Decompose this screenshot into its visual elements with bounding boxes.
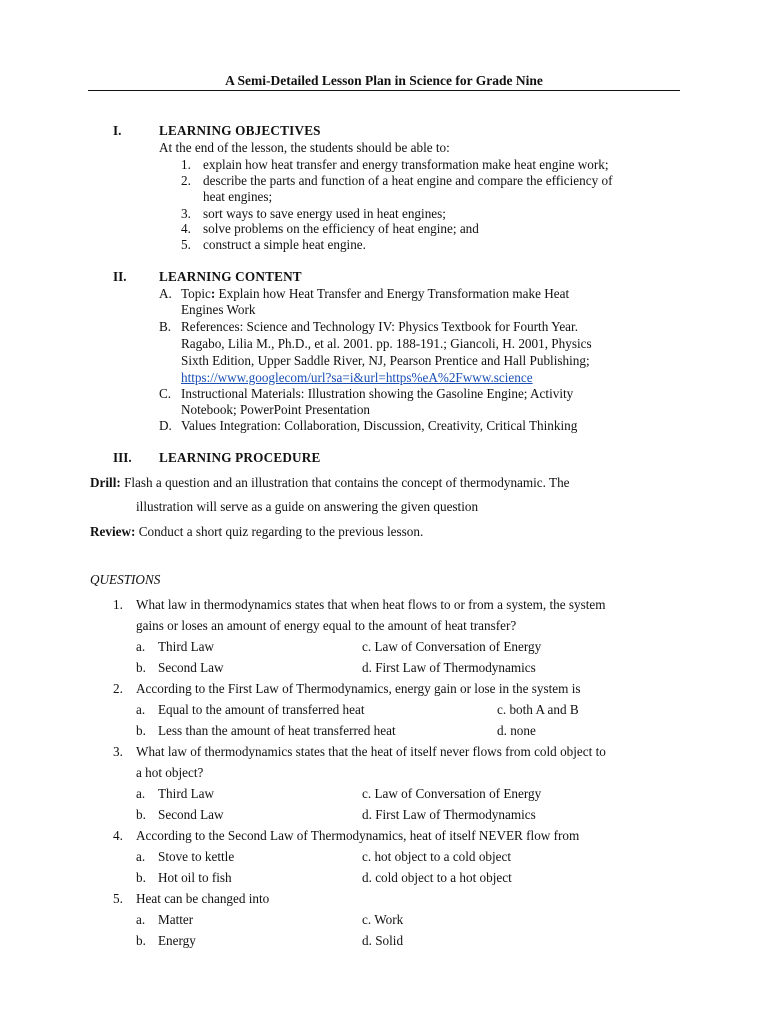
q3-choice-a: Third Law xyxy=(158,786,215,801)
question-3-text-cont: a hot object? xyxy=(136,765,204,780)
content-c-marker: C. xyxy=(159,386,172,401)
title-rule xyxy=(88,90,680,91)
review-label: Review: xyxy=(90,524,136,539)
q1-choice-b-marker: b. xyxy=(136,660,146,675)
section-3-title: LEARNING PROCEDURE xyxy=(159,450,321,465)
q5-choice-d: d. Solid xyxy=(362,933,404,948)
objective-2-text-cont: heat engines; xyxy=(203,189,273,204)
content-d-line-1: Values Integration: Collaboration, Discussion, Creativity, Critical Thinking xyxy=(181,418,578,433)
q2-choice-b: Less than the amount of heat transferred heat xyxy=(158,723,396,738)
q1-choice-a: Third Law xyxy=(158,639,215,654)
q5-choice-b: Energy xyxy=(158,933,196,948)
content-c-line-1: Instructional Materials: Illustration showing the Gasoline Engine; Activity xyxy=(181,386,574,401)
content-b-line-2: Ragabo, Lilia M., Ph.D., et al. 2001. pp. 188-191.; Giancoli, H. 2001, Physics xyxy=(181,336,592,351)
objective-2-text: describe the parts and function of a heat engine and compare the efficiency of xyxy=(203,173,613,188)
q2-choice-c: c. both A and B xyxy=(497,702,579,717)
q2-choice-d: d. none xyxy=(497,723,536,738)
review-line xyxy=(90,524,423,541)
objective-1-text: explain how heat transfer and energy transformation make heat engine work; xyxy=(203,157,609,172)
objective-1-number: 1. xyxy=(181,157,191,172)
section-2-number: II. xyxy=(113,269,127,284)
question-1-text-cont: gains or loses an amount of energy equal to the amount of heat transfer? xyxy=(136,618,517,633)
q3-choice-c: c. Law of Conversation of Energy xyxy=(362,786,542,801)
question-2-number: 2. xyxy=(113,681,123,696)
objective-4-text: solve problems on the efficiency of heat engine; and xyxy=(203,221,479,236)
drill-line-1 xyxy=(90,475,570,492)
q5-choice-c: c. Work xyxy=(362,912,404,927)
q4-choice-b: Hot oil to fish xyxy=(158,870,232,885)
question-5-text: Heat can be changed into xyxy=(136,891,270,906)
q2-choice-a-marker: a. xyxy=(136,702,146,717)
objective-5-text: construct a simple heat engine. xyxy=(203,237,366,252)
review-text: Conduct a short quiz regarding to the previous lesson. xyxy=(135,524,424,539)
topic-text: Explain how Heat Transfer and Energy Transformation make Heat xyxy=(215,286,570,301)
drill-line-2: illustration will serve as a guide on answering the given question xyxy=(136,499,479,514)
objective-2-number: 2. xyxy=(181,173,191,188)
question-3-number: 3. xyxy=(113,744,123,759)
section-3-number: III. xyxy=(113,450,132,465)
q4-choice-b-marker: b. xyxy=(136,870,146,885)
content-a-marker: A. xyxy=(159,286,172,301)
q4-choice-c: c. hot object to a cold object xyxy=(362,849,512,864)
q2-choice-b-marker: b. xyxy=(136,723,146,738)
question-1-text: What law in thermodynamics states that when heat flows to or from a system, the system xyxy=(136,597,606,612)
q5-choice-a: Matter xyxy=(158,912,194,927)
section-1-title: LEARNING OBJECTIVES xyxy=(159,123,321,138)
content-a-line-1 xyxy=(181,286,569,303)
topic-label: Topic xyxy=(181,286,211,301)
drill-label: Drill: xyxy=(90,475,121,490)
q1-choice-a-marker: a. xyxy=(136,639,146,654)
reference-link[interactable]: https://www.googlecom/url?sa=i&url=https%eA%2Fwww.science xyxy=(181,370,533,385)
q1-choice-b: Second Law xyxy=(158,660,224,675)
q5-choice-b-marker: b. xyxy=(136,933,146,948)
section-1-number: I. xyxy=(113,123,122,138)
q5-choice-a-marker: a. xyxy=(136,912,146,927)
objective-4-number: 4. xyxy=(181,221,191,236)
question-5-number: 5. xyxy=(113,891,123,906)
question-4-text: According to the Second Law of Thermodynamics, heat of itself NEVER flow from xyxy=(136,828,580,843)
topic-colon: : xyxy=(210,286,216,301)
questions-heading: QUESTIONS xyxy=(90,572,161,587)
q4-choice-d: d. cold object to a hot object xyxy=(362,870,512,885)
q4-choice-a: Stove to kettle xyxy=(158,849,235,864)
q2-choice-a: Equal to the amount of transferred heat xyxy=(158,702,365,717)
objectives-intro: At the end of the lesson, the students should be able to: xyxy=(159,140,450,155)
objective-3-number: 3. xyxy=(181,206,191,221)
content-a-line-2: Engines Work xyxy=(181,302,256,317)
q1-choice-c: c. Law of Conversation of Energy xyxy=(362,639,542,654)
section-2-title: LEARNING CONTENT xyxy=(159,269,302,284)
content-c-line-2: Notebook; PowerPoint Presentation xyxy=(181,402,371,417)
content-d-marker: D. xyxy=(159,418,172,433)
objective-3-text: sort ways to save energy used in heat engines; xyxy=(203,206,446,221)
q3-choice-b-marker: b. xyxy=(136,807,146,822)
q3-choice-d: d. First Law of Thermodynamics xyxy=(362,807,536,822)
question-2-text: According to the First Law of Thermodynamics, energy gain or lose in the system is xyxy=(136,681,581,696)
question-1-number: 1. xyxy=(113,597,123,612)
document-title: A Semi-Detailed Lesson Plan in Science for Grade Nine xyxy=(225,73,543,88)
question-4-number: 4. xyxy=(113,828,123,843)
content-b-line-1: References: Science and Technology IV: Physics Textbook for Fourth Year. xyxy=(181,319,578,334)
content-b-marker: B. xyxy=(159,319,172,334)
q4-choice-a-marker: a. xyxy=(136,849,146,864)
content-b-link-line xyxy=(181,370,533,387)
q3-choice-a-marker: a. xyxy=(136,786,146,801)
question-3-text: What law of thermodynamics states that the heat of itself never flows from cold object to xyxy=(136,744,606,759)
objective-5-number: 5. xyxy=(181,237,191,252)
q3-choice-b: Second Law xyxy=(158,807,224,822)
drill-text: Flash a question and an illustration that contains the concept of thermodynamic. The xyxy=(120,475,570,490)
content-b-line-3: Sixth Edition, Upper Saddle River, NJ, Pearson Prentice and Hall Publishing; xyxy=(181,353,590,368)
q1-choice-d: d. First Law of Thermodynamics xyxy=(362,660,536,675)
